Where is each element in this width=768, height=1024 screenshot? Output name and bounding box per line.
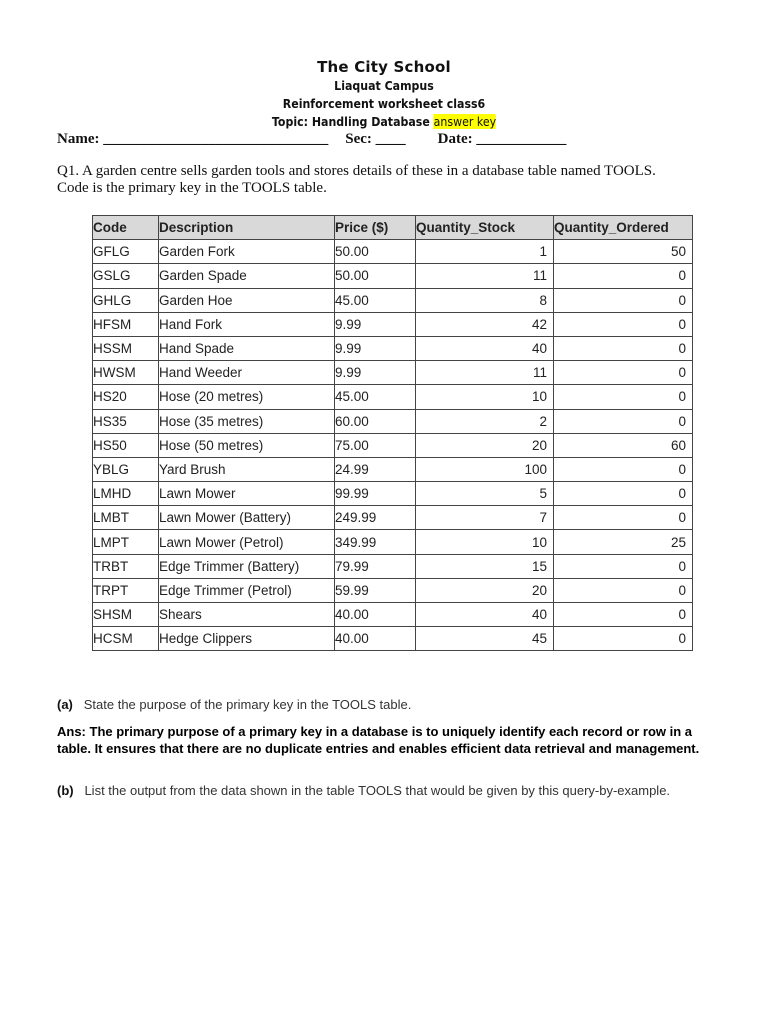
cell-quantity-ordered: 0 <box>554 578 693 602</box>
cell-code: HSSM <box>93 336 159 360</box>
date-field: Date: ____________ <box>437 131 567 147</box>
cell-price: 59.99 <box>335 578 416 602</box>
cell-quantity-ordered: 0 <box>554 603 693 627</box>
cell-description: Garden Spade <box>159 264 335 288</box>
table-row <box>93 627 693 651</box>
worksheet-title: Reinforcement worksheet class6 <box>282 96 486 111</box>
cell-quantity-ordered: 0 <box>554 336 693 360</box>
cell-quantity-stock: 1 <box>416 240 554 264</box>
cell-price: 99.99 <box>335 482 416 506</box>
name-field: Name: ______________________________ <box>57 131 329 147</box>
section-field: Sec: ____ <box>345 131 406 147</box>
question-a <box>57 697 712 713</box>
cell-price: 40.00 <box>335 627 416 651</box>
question-b <box>57 783 712 799</box>
cell-price: 349.99 <box>335 530 416 554</box>
topic-title <box>46 114 722 129</box>
table-row <box>93 530 693 554</box>
cell-quantity-ordered: 0 <box>554 554 693 578</box>
cell-price: 9.99 <box>335 361 416 385</box>
table-row <box>93 578 693 602</box>
cell-quantity-stock: 2 <box>416 409 554 433</box>
cell-description: Hedge Clippers <box>159 627 335 651</box>
cell-code: HS20 <box>93 385 159 409</box>
table-row <box>93 482 693 506</box>
cell-quantity-ordered: 0 <box>554 482 693 506</box>
cell-quantity-stock: 20 <box>416 433 554 457</box>
topic-prefix: Topic: Handling Database <box>271 114 434 129</box>
cell-quantity-ordered: 25 <box>554 530 693 554</box>
cell-price: 75.00 <box>335 433 416 457</box>
header-quantity-ordered: Quantity_Ordered <box>554 216 693 240</box>
cell-quantity-ordered: 0 <box>554 457 693 481</box>
cell-quantity-stock: 10 <box>416 530 554 554</box>
cell-price: 50.00 <box>335 264 416 288</box>
cell-quantity-stock: 7 <box>416 506 554 530</box>
cell-description: Lawn Mower (Petrol) <box>159 530 335 554</box>
cell-quantity-ordered: 0 <box>554 361 693 385</box>
header-code: Code <box>93 216 159 240</box>
table-row <box>93 385 693 409</box>
table-row <box>93 336 693 360</box>
cell-code: HS35 <box>93 409 159 433</box>
table-row <box>93 506 693 530</box>
cell-code: TRPT <box>93 578 159 602</box>
table-row <box>93 554 693 578</box>
cell-description: Edge Trimmer (Petrol) <box>159 578 335 602</box>
cell-description: Edge Trimmer (Battery) <box>159 554 335 578</box>
cell-code: TRBT <box>93 554 159 578</box>
cell-price: 45.00 <box>335 288 416 312</box>
cell-price: 45.00 <box>335 385 416 409</box>
question-1 <box>57 163 717 197</box>
student-info-line <box>57 131 568 148</box>
cell-code: HCSM <box>93 627 159 651</box>
cell-description: Hose (20 metres) <box>159 385 335 409</box>
table-row <box>93 288 693 312</box>
answer-key-highlight: answer key <box>433 114 497 129</box>
question-a-text: State the purpose of the primary key in the TOOLS table. <box>83 697 412 712</box>
cell-quantity-ordered: 0 <box>554 312 693 336</box>
cell-code: HFSM <box>93 312 159 336</box>
cell-code: GFLG <box>93 240 159 264</box>
cell-quantity-ordered: 0 <box>554 385 693 409</box>
cell-description: Hand Spade <box>159 336 335 360</box>
header-description: Description <box>159 216 335 240</box>
cell-price: 9.99 <box>335 312 416 336</box>
table-row <box>93 361 693 385</box>
cell-quantity-ordered: 0 <box>554 409 693 433</box>
cell-description: Lawn Mower <box>159 482 335 506</box>
cell-quantity-stock: 100 <box>416 457 554 481</box>
cell-quantity-stock: 10 <box>416 385 554 409</box>
cell-quantity-stock: 8 <box>416 288 554 312</box>
cell-description: Yard Brush <box>159 457 335 481</box>
cell-description: Hose (35 metres) <box>159 409 335 433</box>
tools-table-body <box>93 240 693 651</box>
header-quantity-stock: Quantity_Stock <box>416 216 554 240</box>
question-1-line-2: Code is the primary key in the TOOLS table. <box>57 180 327 196</box>
cell-quantity-stock: 11 <box>416 264 554 288</box>
cell-price: 40.00 <box>335 603 416 627</box>
cell-description: Hand Weeder <box>159 361 335 385</box>
cell-quantity-ordered: 50 <box>554 240 693 264</box>
cell-code: LMHD <box>93 482 159 506</box>
cell-description: Garden Fork <box>159 240 335 264</box>
cell-quantity-stock: 42 <box>416 312 554 336</box>
cell-quantity-ordered: 0 <box>554 264 693 288</box>
cell-quantity-ordered: 0 <box>554 288 693 312</box>
cell-description: Garden Hoe <box>159 288 335 312</box>
cell-price: 79.99 <box>335 554 416 578</box>
question-1-line-1: Q1. A garden centre sells garden tools and stores details of these in a database table named TOOLS. <box>57 163 656 179</box>
cell-quantity-stock: 45 <box>416 627 554 651</box>
cell-quantity-stock: 20 <box>416 578 554 602</box>
cell-quantity-stock: 5 <box>416 482 554 506</box>
table-row <box>93 433 693 457</box>
cell-code: HWSM <box>93 361 159 385</box>
cell-quantity-ordered: 60 <box>554 433 693 457</box>
cell-description: Hand Fork <box>159 312 335 336</box>
table-row <box>93 312 693 336</box>
cell-price: 9.99 <box>335 336 416 360</box>
cell-code: GSLG <box>93 264 159 288</box>
cell-code: SHSM <box>93 603 159 627</box>
header-price: Price ($) <box>335 216 416 240</box>
cell-code: GHLG <box>93 288 159 312</box>
cell-quantity-stock: 40 <box>416 336 554 360</box>
cell-price: 249.99 <box>335 506 416 530</box>
cell-description: Shears <box>159 603 335 627</box>
question-b-label: (b) <box>57 783 74 798</box>
school-title: The City School <box>317 58 451 76</box>
answer-a: Ans: The primary purpose of a primary key in a database is to uniquely identify each record or row in a table. It ensures that there are no duplicate entries and enables efficient data retrieval and management. <box>57 724 700 756</box>
cell-quantity-ordered: 0 <box>554 627 693 651</box>
campus-title: Liaquat Campus <box>334 78 434 93</box>
table-row <box>93 409 693 433</box>
cell-quantity-stock: 15 <box>416 554 554 578</box>
cell-code: LMPT <box>93 530 159 554</box>
cell-description: Hose (50 metres) <box>159 433 335 457</box>
cell-quantity-stock: 11 <box>416 361 554 385</box>
question-a-label: (a) <box>57 697 73 712</box>
table-header-row <box>93 216 693 240</box>
cell-price: 24.99 <box>335 457 416 481</box>
cell-quantity-ordered: 0 <box>554 506 693 530</box>
table-row <box>93 457 693 481</box>
question-b-text: List the output from the data shown in the table TOOLS that would be given by this query-by-example. <box>84 783 671 798</box>
table-row <box>93 240 693 264</box>
cell-code: YBLG <box>93 457 159 481</box>
cell-code: HS50 <box>93 433 159 457</box>
table-row <box>93 603 693 627</box>
tools-table <box>92 215 693 651</box>
table-row <box>93 264 693 288</box>
cell-price: 60.00 <box>335 409 416 433</box>
cell-code: LMBT <box>93 506 159 530</box>
cell-description: Lawn Mower (Battery) <box>159 506 335 530</box>
cell-price: 50.00 <box>335 240 416 264</box>
cell-quantity-stock: 40 <box>416 603 554 627</box>
